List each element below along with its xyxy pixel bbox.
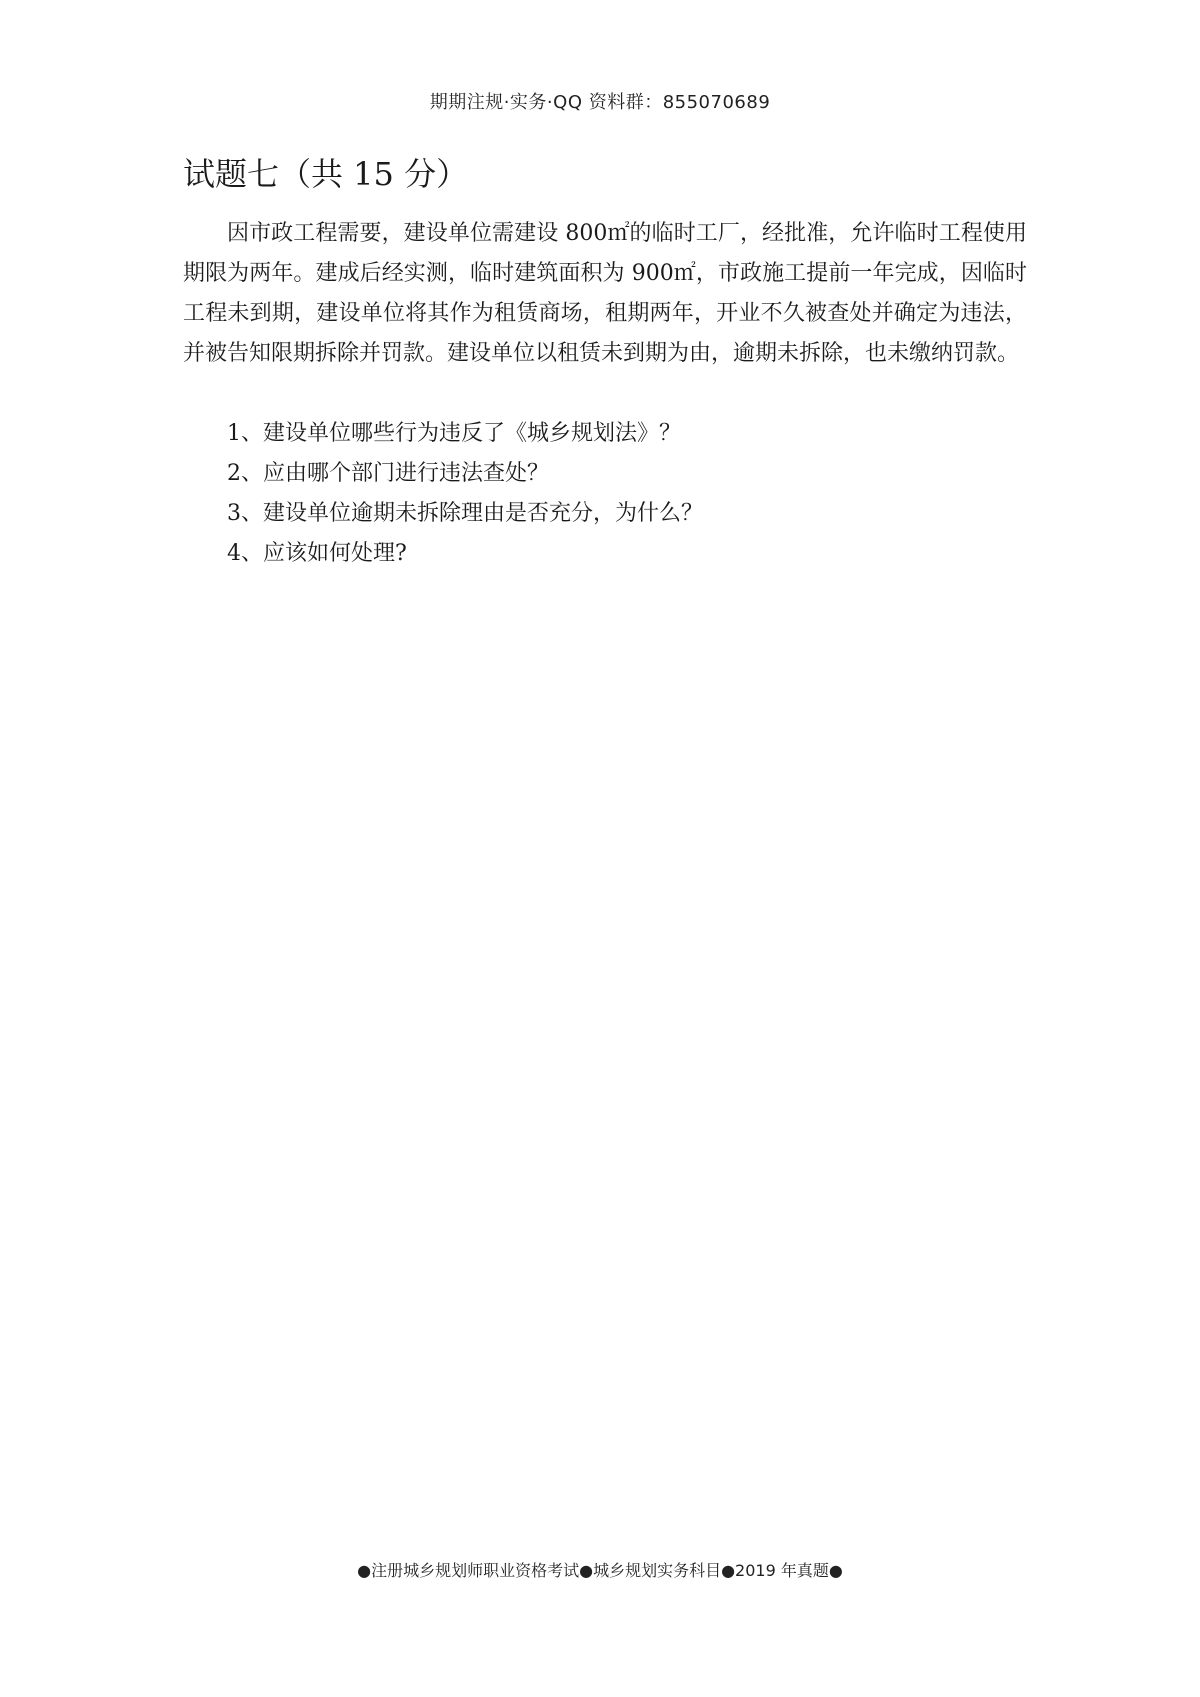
sub-question-list — [183, 414, 1027, 574]
page-header: 期期注规·实务·QQ 资料群：855070689 — [429, 92, 771, 113]
question-body: 因市政工程需要，建设单位需建设 800㎡的临时工厂，经批准，允许临时工程使用期限为两年。建成后经实测，临时建筑面积为 900㎡，市政施工提前一年完成，因临时工程未到期，建设单位将其作为租赁商场，租期两年，开业不久被查处并确定为违法，并被告知限期拆除并罚款。建设单位以租赁未到期为由，逾期未拆除，也未缴纳罚款。 — [183, 221, 1027, 366]
sub-question-3: 3、建设单位逾期未拆除理由是否充分，为什么？ — [227, 501, 703, 526]
sub-question-1: 1、建设单位哪些行为违反了《城乡规划法》？ — [227, 421, 681, 446]
sub-question-4: 4、应该如何处理? — [227, 541, 407, 566]
question-title: 试题七（共 15 分） — [183, 155, 469, 193]
sub-question-2: 2、应由哪个部门进行违法查处？ — [227, 461, 549, 486]
page-footer: ●注册城乡规划师职业资格考试●城乡规划实务科目●2019 年真题● — [357, 1561, 843, 1580]
